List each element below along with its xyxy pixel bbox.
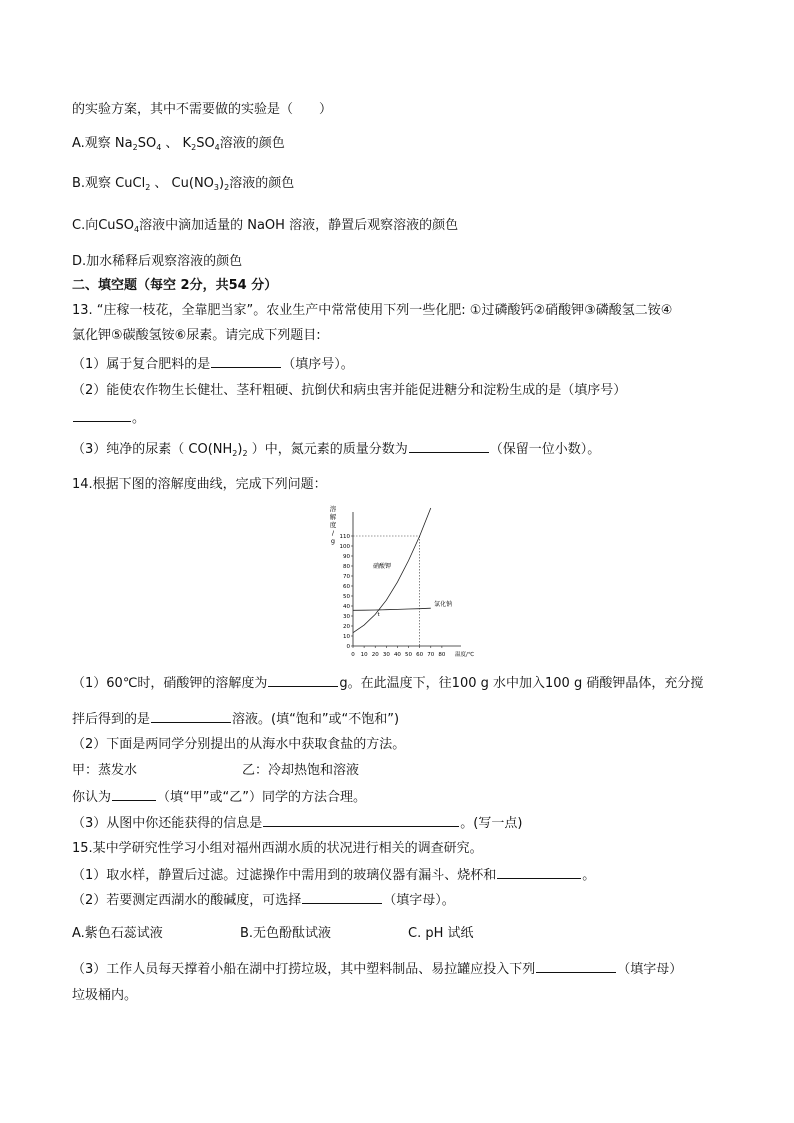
series-label-sodium-chloride: 氯化钠 — [434, 601, 453, 608]
y-tick-label: 60 — [343, 584, 350, 590]
y-axis-label-char: / — [331, 529, 335, 537]
q13-stem-line1: 13. “庄稼一枝花，全靠肥当家”。农业生产中常常使用下列一些化肥: ①过磷酸钙②硝酸钾③磷酸氢二铵④ — [72, 303, 673, 318]
method-yi: 乙：冷却热饱和溶液 — [242, 763, 360, 778]
q15-part3-line2: 垃圾桶内。 — [72, 988, 138, 1003]
y-tick-label: 110 — [339, 534, 350, 540]
answer-blank[interactable] — [211, 355, 281, 368]
q13-part1: （1）属于复合肥料的是 （填序号）。 — [72, 357, 354, 372]
q14-part2-answer: 你认为 （填“甲”或“乙”）同学的方法合理。 — [72, 790, 366, 805]
intersection-label: t — [377, 612, 380, 618]
q15-stem: 15.某中学研究性学习小组对福州西湖水质的状况进行相关的调查研究。 — [72, 841, 483, 856]
q12-continuation: 的实验方案，其中不需要做的实验是（ ） — [72, 102, 333, 117]
x-tick-label: 0 — [351, 652, 355, 658]
x-tick-label: 20 — [371, 652, 379, 658]
q13-part2-answer: 。 — [72, 409, 145, 428]
solubility-chart — [325, 503, 475, 663]
series-line-sodium-chloride — [353, 608, 431, 610]
q13-part3: （3）纯净的尿素（ $CO(NH_2)_2$ ）中，氮元素的质量分数为 （保留一位小数）。 — [72, 442, 601, 458]
answer-blank[interactable] — [536, 960, 616, 973]
q12-option-b: B.观察 CuCl$_2$ 、 $Cu(NO_3)_2$溶液的颜色 — [72, 176, 295, 192]
answer-blank[interactable] — [73, 409, 131, 422]
answer-blank[interactable] — [302, 891, 382, 904]
y-tick-label: 10 — [343, 634, 350, 640]
q14-stem: 14.根据下图的溶解度曲线，完成下列问题： — [72, 477, 327, 492]
y-tick-label: 90 — [343, 554, 350, 560]
y-tick-label: 30 — [343, 614, 350, 620]
answer-blank[interactable] — [112, 788, 156, 801]
section-title: 二、填空题（每空 2分，共54 分） — [72, 278, 278, 293]
q15-option-a: A.紫色石蕊试液 — [72, 926, 163, 941]
y-tick-label: 50 — [343, 594, 350, 600]
answer-blank[interactable] — [497, 866, 581, 879]
x-tick-label: 10 — [360, 652, 368, 658]
q12-option-d: D.加水稀释后观察溶液的颜色 — [72, 254, 243, 269]
series-line-potassium-nitrate — [353, 508, 431, 633]
q15-part2: （2）若要测定西湖水的酸碱度，可选择 （填字母）。 — [72, 893, 455, 908]
q15-options — [72, 925, 474, 943]
y-tick-label: 40 — [343, 604, 350, 610]
x-tick-label: 50 — [405, 652, 413, 658]
x-tick-label: 40 — [393, 652, 401, 658]
q15-option-c: C. pH 试纸 — [408, 926, 474, 941]
q15-part3: （3）工作人员每天撑着小船在湖中打捞垃圾，其中塑料制品、易拉罐应投入下列 （填字母） — [72, 962, 683, 977]
y-axis-label-char: 溶 — [329, 505, 337, 513]
y-axis-label-char: 解 — [329, 513, 337, 521]
x-tick-label: 70 — [427, 652, 435, 658]
x-tick-label: 60 — [416, 652, 424, 658]
q15-option-b: B.无色酚酞试液 — [240, 926, 332, 941]
method-jia: 甲：蒸发水 — [72, 763, 138, 778]
q14-part1-line2: 拌后得到的是 溶液。(填“饱和”或“不饱和”) — [72, 712, 400, 727]
series-label-potassium-nitrate: 硝酸钾 — [373, 563, 392, 570]
y-axis-label-char: 度 — [329, 521, 337, 529]
q12-option-a: A.观察 $Na_2SO_4$ 、 $K_2SO_4$溶液的颜色 — [72, 136, 285, 152]
q14-part3: （3）从图中你还能获得的信息是 。(写一点) — [72, 816, 523, 831]
y-axis-label-char: g — [330, 537, 336, 545]
x-axis-label: 温度/℃ — [455, 652, 475, 658]
answer-blank[interactable] — [263, 814, 459, 827]
q14-methods — [72, 762, 359, 780]
y-tick-label: 70 — [343, 574, 350, 580]
q14-part1-line1: （1）60℃时，硝酸钾的溶解度为 g。在此温度下，往100 g 水中加入100 g 硝酸钾晶体，充分搅 — [72, 676, 704, 691]
x-tick-label: 30 — [382, 652, 390, 658]
y-tick-label: 20 — [343, 624, 350, 630]
answer-blank[interactable] — [409, 440, 489, 453]
y-tick-label: 100 — [339, 544, 350, 550]
answer-blank[interactable] — [151, 710, 231, 723]
q13-stem-line2: 氯化钾⑤碳酸氢铵⑥尿素。请完成下列题目: — [72, 328, 321, 343]
q12-option-c: C.向CuSO$_4$溶液中滴加适量的 NaOH 溶液，静置后观察溶液的颜色 — [72, 218, 459, 234]
y-tick-label: 80 — [343, 564, 350, 570]
x-tick-label: 80 — [438, 652, 446, 658]
q13-part2: （2）能使农作物生长健壮、茎秆粗硬、抗倒伏和病虫害并能促进糖分和淀粉生成的是（填序号） — [72, 383, 627, 398]
y-tick-label: 0 — [346, 644, 350, 650]
answer-blank[interactable] — [268, 674, 338, 687]
q15-part1: （1）取水样，静置后过滤。过滤操作中需用到的玻璃仪器有漏斗、烧杯和 。 — [72, 868, 596, 883]
q14-part2: （2）下面是两同学分别提出的从海水中获取食盐的方法。 — [72, 737, 406, 752]
